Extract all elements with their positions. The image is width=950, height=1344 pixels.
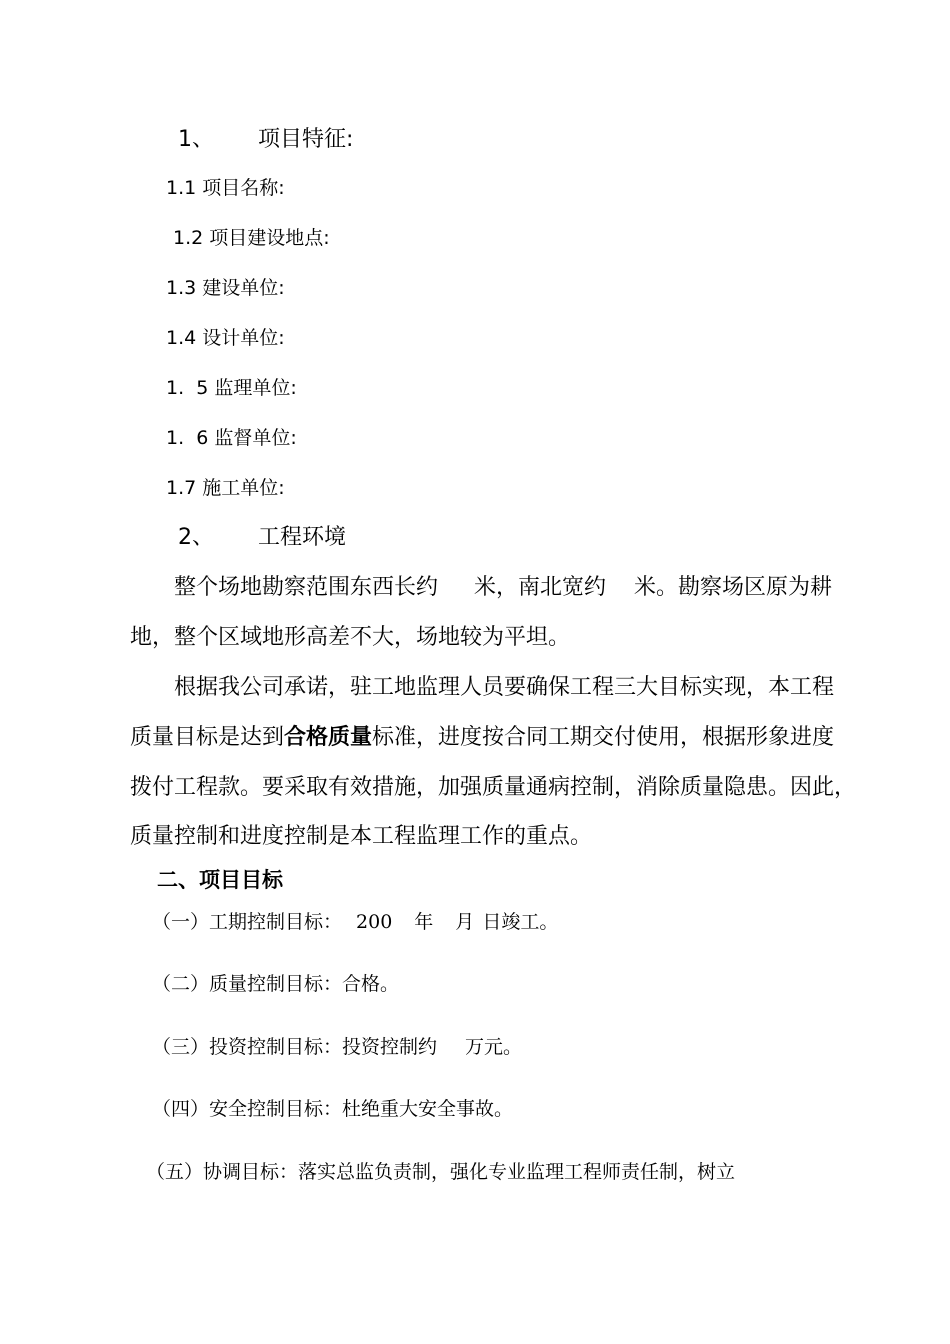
goal-5 (146, 1163, 735, 1182)
goal-text: 合格。 (342, 973, 400, 995)
para2-text-b: 标准，进度按合同工期交付使用，根据形象进度 (372, 725, 835, 750)
goal-prefix: （四）安全控制目标： (152, 1098, 343, 1120)
goal-text-b: 万元。 (465, 1036, 523, 1058)
item-1-3: 1.3 建设单位: (166, 277, 285, 299)
item-1-7: 1.7 施工单位: (166, 477, 285, 499)
goal-day-label: 日竣工。 (482, 911, 559, 933)
goal-prefix: （二）质量控制目标： (152, 973, 343, 995)
goal-prefix: （三）投资控制目标： (152, 1036, 343, 1058)
goal-text-a: 投资控制约 (342, 1036, 438, 1058)
para2-line1: 根据我公司承诺，驻工地监理人员要确保工程三大目标实现，本工程 (174, 675, 835, 700)
item-1-5: 1. 5 监理单位: (166, 377, 297, 399)
para2-text-a: 质量目标是达到 (130, 725, 285, 750)
project-goals-heading: 二、项目目标 (157, 868, 283, 892)
goal-text: 落实总监负责制，强化专业监理工程师责任制，树立 (298, 1161, 736, 1183)
goal-month-label: 月 (455, 911, 475, 933)
para1-text-a: 整个场地勘察范围东西长约 (174, 575, 439, 600)
goal-prefix: （一）工期控制目标： (152, 911, 343, 933)
para1-line2: 地，整个区域地形高差不大，场地较为平坦。 (130, 625, 571, 650)
para2-line2 (130, 727, 834, 749)
goal-year: 200 (356, 911, 393, 933)
section-2-heading (178, 527, 346, 549)
item-1-1: 1.1 项目名称: (166, 177, 285, 199)
goal-1 (152, 913, 558, 932)
heading-number: 1、 (178, 127, 214, 152)
para2-line4: 质量控制和进度控制是本工程监理工作的重点。 (130, 824, 593, 849)
bold-emphasis: 合格质量 (284, 725, 373, 750)
section-1-heading (178, 129, 353, 151)
heading-number: 2、 (178, 525, 214, 550)
goal-2 (152, 975, 399, 994)
para1-text-c: 米。勘察场区原为耕 (634, 575, 833, 600)
item-1-2: 1.2 项目建设地点: (173, 227, 330, 249)
para1-line1 (174, 577, 832, 599)
item-1-6: 1. 6 监督单位: (166, 427, 297, 449)
goal-3 (152, 1038, 522, 1057)
goal-text: 杜绝重大安全事故。 (342, 1098, 514, 1120)
heading-text: 项目特征: (258, 127, 354, 152)
para1-text-b: 米，南北宽约 (474, 575, 607, 600)
goal-4 (152, 1100, 513, 1119)
heading-text: 工程环境 (258, 525, 347, 550)
item-1-4: 1.4 设计单位: (166, 327, 285, 349)
goal-year-label: 年 (414, 911, 434, 933)
goal-prefix: （五）协调目标： (146, 1161, 299, 1183)
para2-line3: 拨付工程款。要采取有效措施，加强质量通病控制，消除质量隐患。因此， (130, 775, 857, 800)
